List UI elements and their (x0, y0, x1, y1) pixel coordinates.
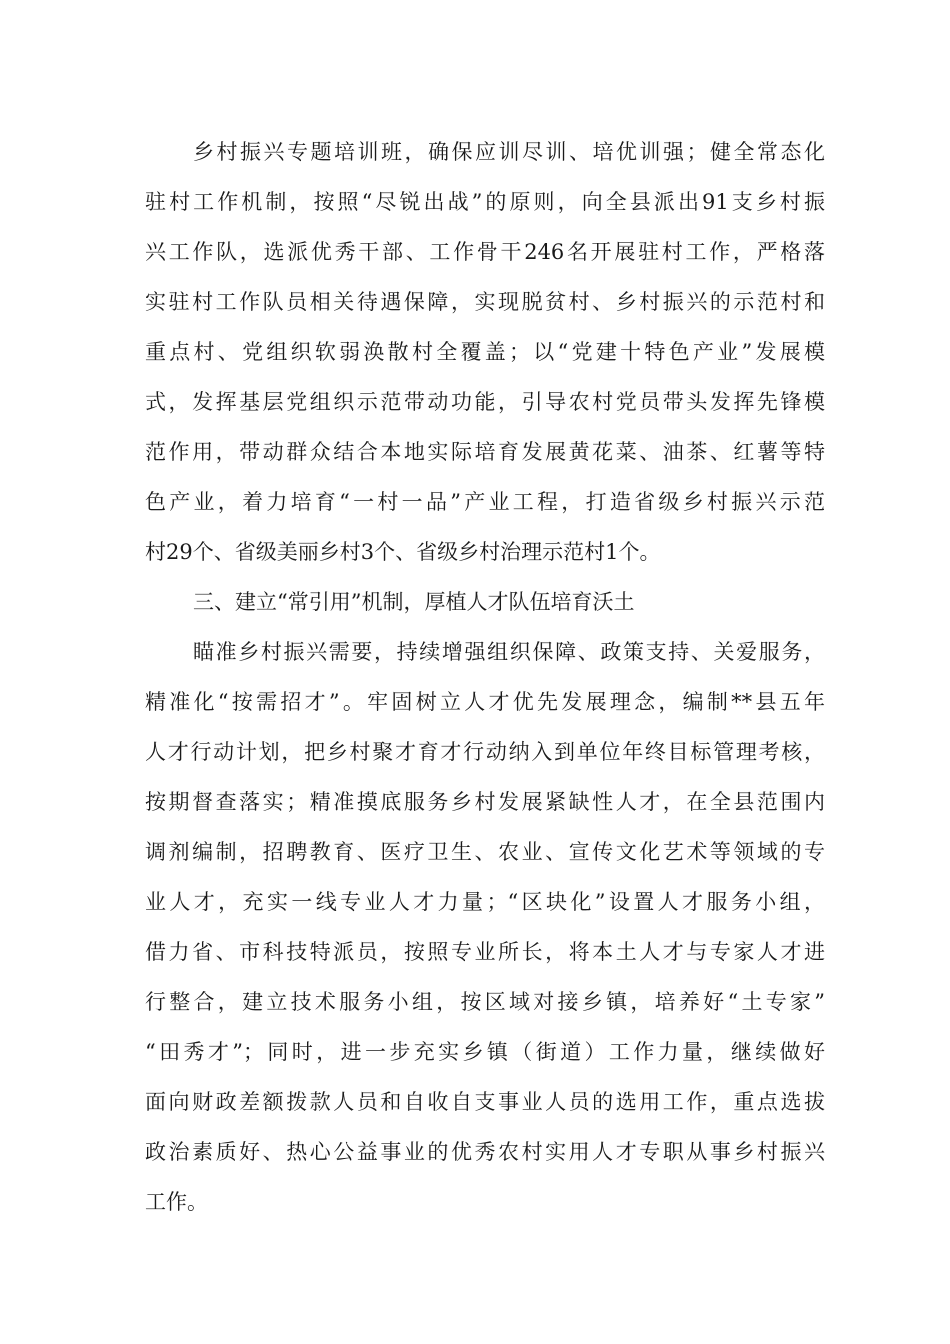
paragraph-line: 业人才，充实一线专业人才力量；“区块化”设置人才服务小组， (145, 890, 825, 914)
paragraph-line: 瞄准乡村振兴需要，持续增强组织保障、政策支持、关爱服务， (193, 640, 825, 664)
paragraph-line: 实驻村工作队员相关待遇保障，实现脱贫村、乡村振兴的示范村和 (145, 290, 825, 314)
paragraph-line: 色产业，着力培育“一村一品”产业工程，打造省级乡村振兴示范 (145, 490, 825, 514)
paragraph-line: 驻村工作机制，按照“尽锐出战”的原则，向全县派出91支乡村振 (145, 190, 825, 214)
section-heading: 三、建立“常引用”机制，厚植人才队伍培育沃土 (193, 590, 635, 614)
paragraph-line: 人才行动计划，把乡村聚才育才行动纳入到单位年终目标管理考核， (145, 740, 825, 764)
paragraph-line: 工作。 (145, 1190, 208, 1214)
paragraph-line: 兴工作队，选派优秀干部、工作骨干246名开展驻村工作，严格落 (145, 240, 825, 264)
paragraph-line: 政治素质好、热心公益事业的优秀农村实用人才专职从事乡村振兴 (145, 1140, 825, 1164)
paragraph-line: 精准化“按需招才”。牢固树立人才优先发展理念，编制**县五年 (145, 690, 825, 714)
paragraph-line: 村29个、省级美丽乡村3个、省级乡村治理示范村1个。 (145, 540, 661, 564)
paragraph-line: 式，发挥基层党组织示范带动功能，引导农村党员带头发挥先锋模 (145, 390, 825, 414)
paragraph-line: 调剂编制，招聘教育、医疗卫生、农业、宣传文化艺术等领域的专 (145, 840, 825, 864)
paragraph-line: “田秀才”；同时，进一步充实乡镇（街道）工作力量，继续做好 (145, 1040, 825, 1064)
paragraph-line: 乡村振兴专题培训班，确保应训尽训、培优训强；健全常态化 (193, 140, 825, 164)
paragraph-line: 借力省、市科技特派员，按照专业所长，将本土人才与专家人才进 (145, 940, 825, 964)
paragraph-line: 面向财政差额拨款人员和自收自支事业人员的选用工作，重点选拔 (145, 1090, 825, 1114)
paragraph-line: 范作用，带动群众结合本地实际培育发展黄花菜、油茶、红薯等特 (145, 440, 825, 464)
paragraph-line: 按期督查落实；精准摸底服务乡村发展紧缺性人才，在全县范围内 (145, 790, 825, 814)
paragraph-line: 重点村、党组织软弱涣散村全覆盖；以“党建十特色产业”发展模 (145, 340, 825, 364)
paragraph-line: 行整合，建立技术服务小组，按区域对接乡镇，培养好“土专家” (145, 990, 825, 1014)
